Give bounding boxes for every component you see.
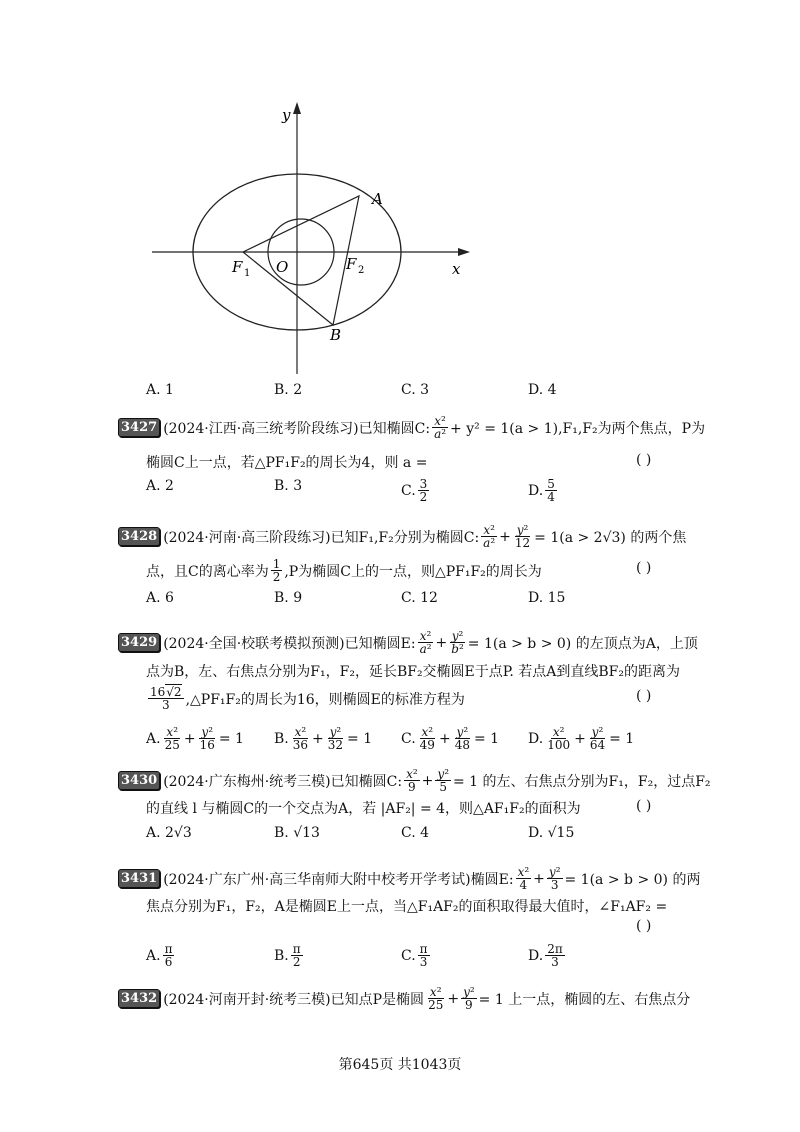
q3428-answer-paren: ( ): [636, 560, 652, 576]
fraction: $\frac{\text{y²}}{\text{b²}}$: [451, 629, 464, 656]
q3426-option-a[interactable]: A. 1: [146, 382, 174, 398]
q3427-option-d[interactable]: D. $\frac{5}{4}$: [528, 477, 555, 504]
q3428-text-1a: (2024·河南·高三阶段练习)已知F₁,F₂分别为椭圆C:: [163, 529, 480, 546]
q3431-text-1b: = 1(a > b > 0) 的两: [564, 871, 701, 888]
question-number-badge: 3432: [118, 989, 160, 1008]
label-x: x: [452, 260, 461, 278]
q3432-line1: 3432 (2024·河南开封·统考三模)已知点P是椭圆 $\frac{\text{x²}}{25}$ + $\frac{\text{y²}}{9}$ = 1 上一点，椭圆的左、右焦点分: [118, 986, 690, 1011]
fraction: $\frac{\text{y²}}{5}$: [437, 767, 449, 794]
q3428-line1: 3428 (2024·河南·高三阶段练习)已知F₁,F₂分别为椭圆C: $\frac{\text{x²}}{\text{a²}}$ + $\frac{\text{y²}}{12}$ = 1(a > 2√3) 的两个焦: [118, 524, 686, 549]
label-f2: F: [346, 255, 357, 273]
fraction: $\frac{\text{y²}}{12}$: [514, 523, 531, 550]
q3431-text-1a: (2024·广东广州·高三华南师大附中校考开学考试)椭圆E:: [163, 871, 514, 888]
q3429-line1: 3429 (2024·全国·校联考模拟预测)已知椭圆E: $\frac{\text{x²}}{\text{a²}}$ + $\frac{\text{y²}}{\text{b²}}$ = 1(a > b > 0) 的左顶点为A，上顶: [118, 630, 698, 655]
q3429-option-c[interactable]: C. $\frac{\text{x²}}{49}$ + $\frac{\text{y²}}{48}$ = 1: [401, 725, 500, 752]
label-f1-sub: 1: [244, 268, 251, 279]
question-number-badge: 3429: [118, 633, 160, 652]
q3430-line2: 的直线 l 与椭圆C的一个交点为A，若 |AF₂| = 4，则△AF₁F₂的面积为: [146, 801, 581, 817]
q3429-option-b[interactable]: B. $\frac{\text{x²}}{36}$ + $\frac{\text{y²}}{32}$ = 1: [274, 725, 373, 752]
q3428-option-c[interactable]: C. 12: [401, 590, 438, 606]
q3429-text-1b: = 1(a > b > 0) 的左顶点为A，上顶: [467, 635, 698, 652]
q3429-answer-paren: ( ): [636, 688, 652, 704]
q3430-option-c[interactable]: C. 4: [401, 825, 430, 841]
q3427-line2: 椭圆C上一点，若△PF₁F₂的周长为4，则 a =: [146, 455, 428, 471]
ellipse-figure: [140, 92, 480, 382]
fraction: $\frac{16√2}{3}$: [150, 685, 182, 712]
q3426-options: [146, 382, 706, 402]
q3426-option-c[interactable]: C. 3: [401, 382, 430, 398]
q3428-option-a[interactable]: A. 6: [146, 590, 174, 606]
fraction: $\frac{1}{2}$: [272, 557, 281, 584]
q3427-option-c[interactable]: C. $\frac{3}{2}$: [401, 477, 428, 504]
y-axis-arrow: [293, 102, 301, 114]
q3428-text-2a: 点，且C的离心率为: [146, 563, 269, 580]
fraction: $\frac{\text{y²}}{3}$: [548, 865, 561, 892]
q3429-line3: [146, 686, 465, 711]
q3428-text-2b: ,P为椭圆C上的一点，则△PF₁F₂的周长为: [284, 563, 542, 580]
q3430-option-a[interactable]: A. 2√3: [146, 825, 192, 841]
q3428-option-b[interactable]: B. 9: [274, 590, 303, 606]
q3431-line2: 焦点分别为F₁，F₂，A是椭圆E上一点，当△F₁AF₂的面积取得最大值时，∠F₁AF₂ =: [146, 899, 668, 915]
q3431-answer-paren: ( ): [636, 918, 652, 934]
q3429-option-a[interactable]: A. $\frac{\text{x²}}{25}$ + $\frac{\text{y²}}{16}$ = 1: [146, 725, 244, 752]
q3429-option-d[interactable]: D. $\frac{\text{x²}}{100}$ + $\frac{\text{y²}}{64}$ = 1: [528, 725, 635, 752]
q3432-text-1b: = 1 上一点，椭圆的左、右焦点分: [478, 991, 691, 1008]
q3430-options: [146, 825, 706, 845]
q3431-line1: 3431 (2024·广东广州·高三华南师大附中校考开学考试)椭圆E: $\frac{\text{x²}}{4}$ + $\frac{\text{y²}}{3}$ = 1(a > b > 0) 的两: [118, 866, 700, 891]
q3428-text-1b: = 1(a > 2√3) 的两个焦: [534, 529, 687, 546]
q3429-text-1a: (2024·全国·校联考模拟预测)已知椭圆E:: [163, 635, 416, 652]
q3431-option-d[interactable]: D. $\frac{2\pi}{3}$: [528, 942, 563, 969]
fraction: $\frac{\text{x²}}{25}$: [428, 985, 444, 1012]
page-footer: 第645页 共1043页: [338, 1057, 462, 1073]
q3429-options: [146, 725, 706, 752]
q3429-line2: 点为B，左、右焦点分别为F₁，F₂，延长BF₂交椭圆E于点P. 若点A到直线BF₂的距离为: [146, 664, 680, 680]
fraction: $\frac{\text{x²}}{9}$: [406, 767, 418, 794]
q3427-text-1a: (2024·江西·高三统考阶段练习)已知椭圆C:: [163, 420, 431, 437]
fraction: $\frac{\text{x²}}{\text{a²}}$: [483, 523, 496, 550]
question-number-badge: 3428: [118, 527, 160, 546]
q3430-text-1b: = 1 的左、右焦点分别为F₁，F₂，过点F₂: [453, 773, 711, 790]
label-a: A: [372, 190, 383, 208]
q3428-option-d[interactable]: D. 15: [528, 590, 566, 606]
q3431-option-a[interactable]: A. $\frac{\pi}{6}$: [146, 942, 173, 969]
q3432-text-1a: (2024·河南开封·统考三模)已知点P是椭圆: [163, 991, 425, 1008]
label-f1: F: [232, 258, 243, 276]
q3430-option-d[interactable]: D. √15: [528, 825, 575, 841]
fraction: $\frac{\text{y²}}{9}$: [463, 985, 475, 1012]
q3427-option-a[interactable]: A. 2: [146, 478, 174, 494]
q3426-option-d[interactable]: D. 4: [528, 382, 557, 398]
q3429-text-3: ,△PF₁F₂的周长为16，则椭圆E的标准方程为: [185, 691, 465, 708]
label-o: O: [276, 258, 289, 276]
q3430-line1: 3430 (2024·广东梅州·统考三模)已知椭圆C: $\frac{\text{x²}}{9}$ + $\frac{\text{y²}}{5}$ = 1 的左、右焦点分别为F₁，F₂，过点F₂: [118, 768, 711, 793]
q3431-option-b[interactable]: B. $\frac{\pi}{2}$: [274, 942, 301, 969]
q3426-option-b[interactable]: B. 2: [274, 382, 303, 398]
label-b: B: [330, 326, 342, 344]
triangle-af1b: [243, 196, 359, 325]
q3430-option-b[interactable]: B. √13: [274, 825, 320, 841]
q3428-options: [146, 590, 706, 610]
q3427-text-1b: + y² = 1(a > 1),F₁,F₂为两个焦点，P为: [450, 420, 706, 437]
question-number-badge: 3431: [118, 869, 160, 888]
q3427-line1: [118, 415, 705, 440]
q3427-answer-paren: ( ): [636, 452, 652, 468]
x-axis-arrow: [458, 248, 470, 256]
q3430-answer-paren: ( ): [636, 798, 652, 814]
fraction: $\frac{\text{x²}}{4}$: [517, 865, 530, 892]
question-number-badge: 3427: [118, 418, 160, 437]
fraction: $\frac{\text{x²}}{\text{a²}}$: [419, 629, 432, 656]
q3431-options: [146, 942, 706, 969]
q3430-text-1a: (2024·广东梅州·统考三模)已知椭圆C:: [163, 773, 403, 790]
question-number-badge: 3430: [118, 771, 160, 790]
q3431-option-c[interactable]: C. $\frac{\pi}{3}$: [401, 942, 428, 969]
label-y: y: [282, 106, 291, 124]
q3428-line2: [146, 558, 542, 583]
fraction: $\frac{\text{x²}}{\text{a²}}$: [434, 414, 447, 441]
label-f2-sub: 2: [358, 265, 365, 276]
q3427-options: [146, 477, 706, 504]
q3427-option-b[interactable]: B. 3: [274, 478, 303, 494]
